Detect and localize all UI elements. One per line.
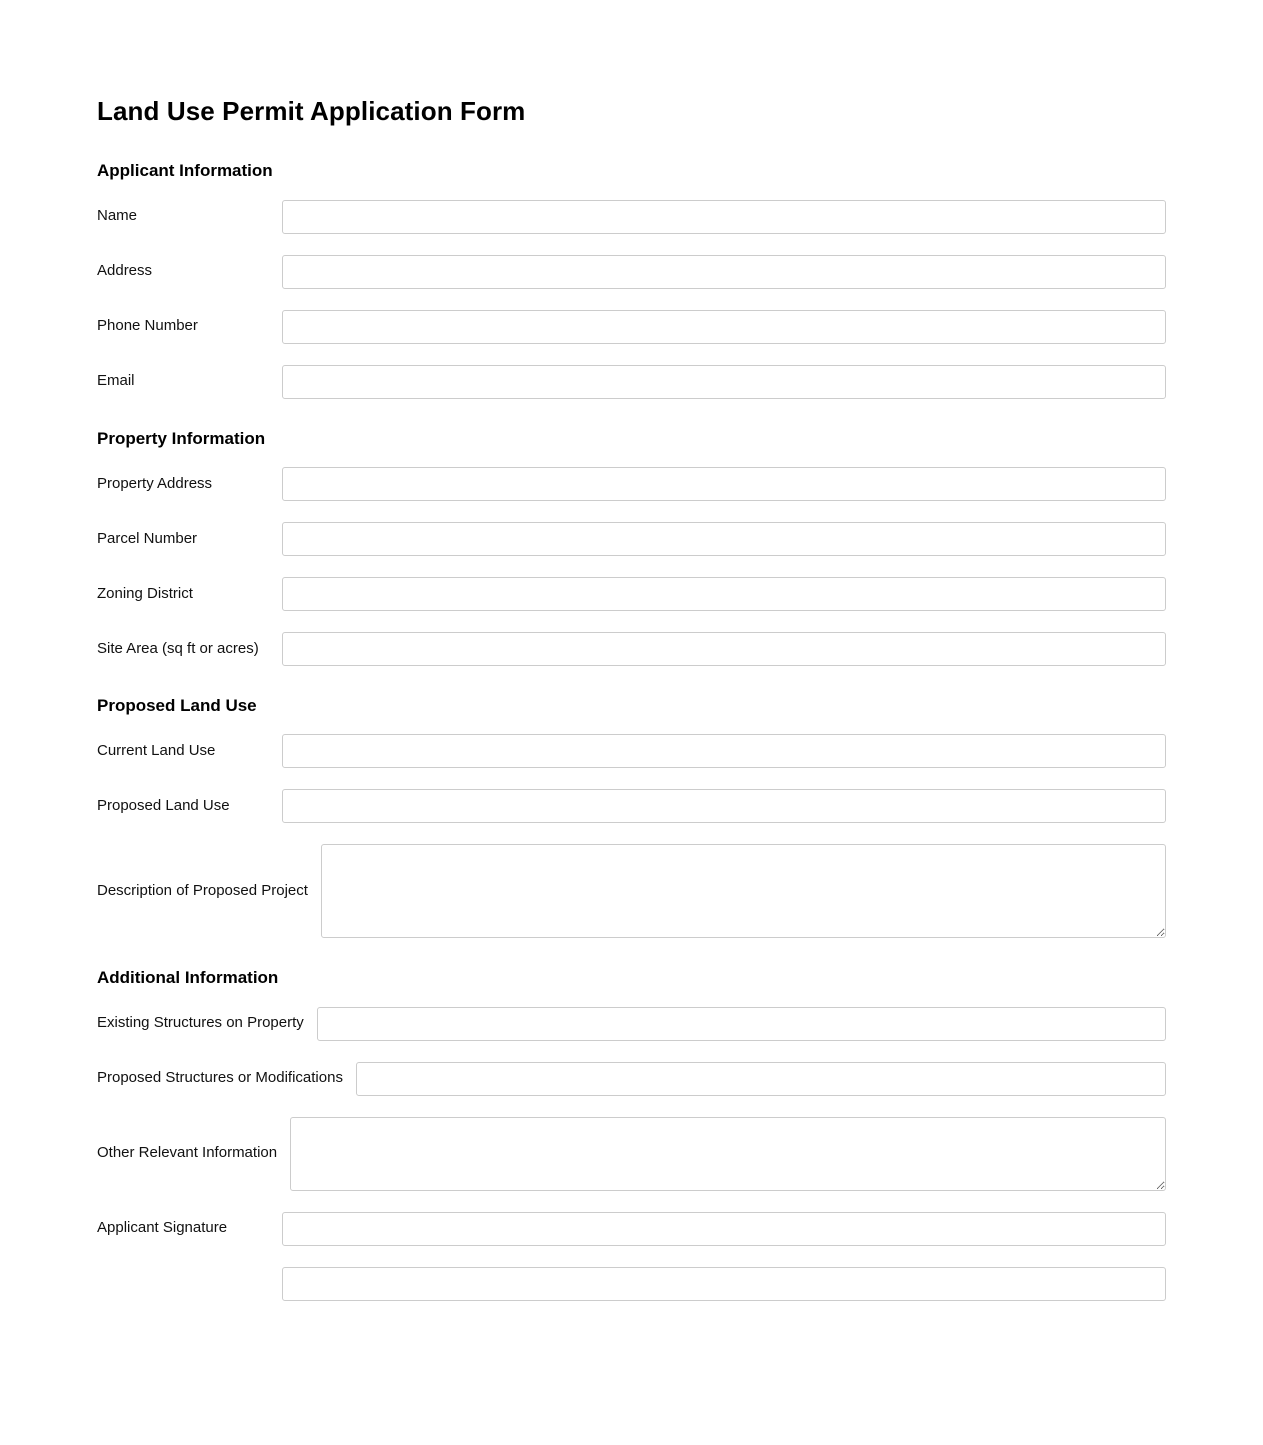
field-row-address — [97, 255, 1166, 289]
field-row-site-area — [97, 632, 1166, 666]
field-control-address — [282, 255, 1166, 289]
field-row-proposed-land-use — [97, 789, 1166, 823]
field-label-other-information: Other Relevant Information — [97, 1144, 278, 1162]
field-control-site-area — [282, 632, 1166, 666]
field-row-applicant-signature — [97, 1212, 1166, 1246]
field-control-proposed-land-use — [282, 789, 1166, 823]
zoning-district-input[interactable] — [282, 577, 1166, 611]
field-control-existing-structures — [317, 1007, 1166, 1041]
field-label-current-land-use: Current Land Use — [97, 741, 216, 759]
proposed-structures-input[interactable] — [356, 1062, 1166, 1096]
field-label-address: Address — [97, 262, 153, 280]
name-input[interactable] — [282, 200, 1166, 234]
field-row-property-address — [97, 467, 1166, 501]
field-row-last-partial — [97, 1267, 1166, 1301]
field-control-current-land-use — [282, 734, 1166, 768]
field-label-applicant-signature: Applicant Signature — [97, 1219, 228, 1237]
site-area-input[interactable] — [282, 632, 1166, 666]
field-control-applicant-signature — [282, 1212, 1166, 1246]
section-applicant-information — [97, 161, 1166, 398]
field-row-project-description — [97, 844, 1166, 938]
phone-number-input[interactable] — [282, 310, 1166, 344]
field-label-name: Name — [97, 207, 138, 225]
field-label-proposed-structures: Proposed Structures or Modifications — [97, 1069, 343, 1087]
field-row-existing-structures — [97, 1007, 1166, 1041]
field-control-other-information — [290, 1117, 1166, 1191]
section-heading-applicant-information: Applicant Information — [97, 161, 273, 181]
field-control-phone-number — [282, 310, 1166, 344]
field-row-phone-number — [97, 310, 1166, 344]
field-label-parcel-number: Parcel Number — [97, 529, 198, 547]
existing-structures-input[interactable] — [317, 1007, 1166, 1041]
parcel-number-input[interactable] — [282, 522, 1166, 556]
property-address-input[interactable] — [282, 467, 1166, 501]
field-control-zoning-district — [282, 577, 1166, 611]
section-heading-additional-information: Additional Information — [97, 968, 279, 988]
field-row-current-land-use — [97, 734, 1166, 768]
section-heading-property-information: Property Information — [97, 428, 266, 448]
field-control-name — [282, 200, 1166, 234]
field-row-proposed-structures — [97, 1062, 1166, 1096]
other-information-textarea[interactable] — [290, 1117, 1166, 1191]
field-row-zoning-district — [97, 577, 1166, 611]
section-proposed-land-use — [97, 696, 1166, 938]
field-label-site-area: Site Area (sq ft or acres) — [97, 639, 259, 657]
last-partial-input[interactable] — [282, 1267, 1166, 1301]
current-land-use-input[interactable] — [282, 734, 1166, 768]
field-row-parcel-number — [97, 522, 1166, 556]
applicant-signature-input[interactable] — [282, 1212, 1166, 1246]
field-control-email — [282, 365, 1166, 399]
page-title: Land Use Permit Application Form — [97, 96, 526, 126]
field-label-zoning-district: Zoning District — [97, 584, 193, 602]
project-description-textarea[interactable] — [321, 844, 1166, 938]
field-label-phone-number: Phone Number — [97, 317, 198, 335]
field-control-project-description — [321, 844, 1166, 938]
field-label-email: Email — [97, 372, 135, 390]
field-control-parcel-number — [282, 522, 1166, 556]
field-label-proposed-land-use: Proposed Land Use — [97, 796, 230, 814]
email-input[interactable] — [282, 365, 1166, 399]
field-row-name — [97, 200, 1166, 234]
section-property-information — [97, 429, 1166, 666]
field-row-email — [97, 365, 1166, 399]
field-control-proposed-structures — [356, 1062, 1166, 1096]
field-control-property-address — [282, 467, 1166, 501]
proposed-land-use-input[interactable] — [282, 789, 1166, 823]
field-label-existing-structures: Existing Structures on Property — [97, 1014, 304, 1032]
field-row-other-information — [97, 1117, 1166, 1191]
field-control-last-partial — [282, 1267, 1166, 1301]
field-label-project-description: Description of Proposed Project — [97, 881, 308, 899]
field-label-property-address: Property Address — [97, 474, 213, 492]
section-additional-information — [97, 968, 1166, 1300]
address-input[interactable] — [282, 255, 1166, 289]
section-heading-proposed-land-use: Proposed Land Use — [97, 695, 257, 715]
